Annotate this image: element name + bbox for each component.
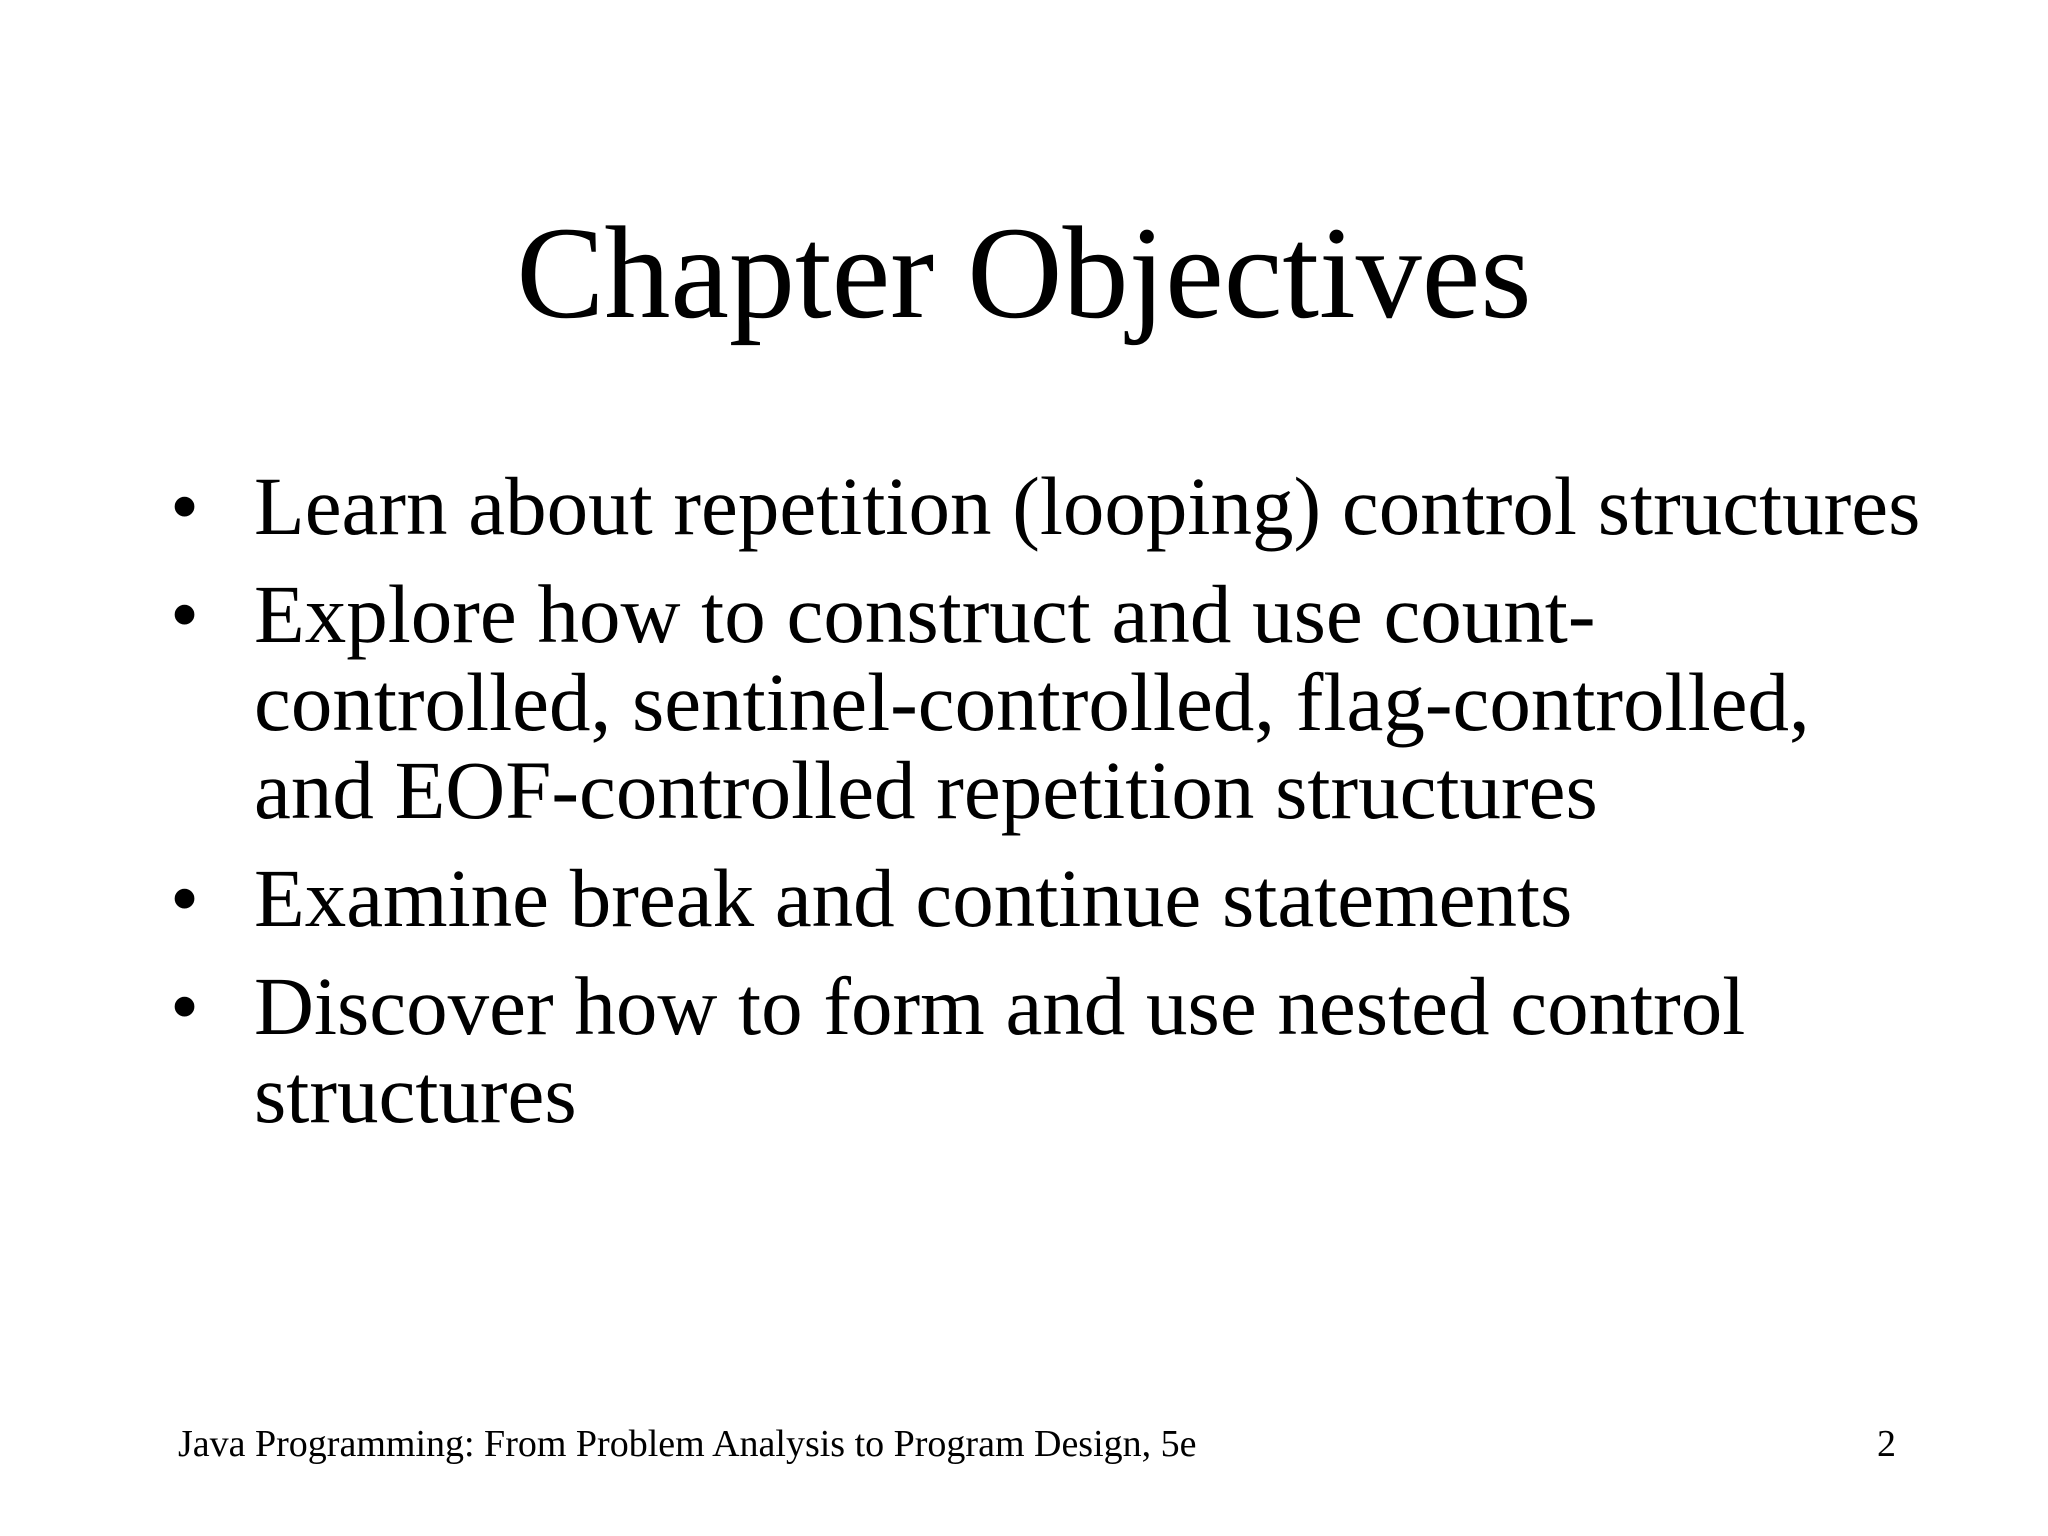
bullet-dot-icon: • bbox=[170, 852, 200, 944]
bullet-dot-icon: • bbox=[170, 568, 200, 660]
footer-page-number: 2 bbox=[1877, 1423, 1896, 1465]
bullet-line: structures bbox=[254, 1048, 577, 1140]
bullet-dot-icon: • bbox=[170, 460, 200, 552]
bullet-line: and EOF-controlled repetition structures bbox=[254, 744, 1598, 836]
bullet-item-nested bbox=[170, 962, 1910, 1138]
bullet-line: controlled, sentinel-controlled, flag-controlled, bbox=[254, 656, 1810, 748]
bullet-item-loop-types bbox=[170, 570, 1910, 834]
bullet-item-repetition bbox=[170, 460, 1921, 552]
slide-title: Chapter Objectives bbox=[516, 199, 1532, 346]
objectives-list bbox=[170, 460, 1921, 1158]
footer-book-title: Java Programming: From Problem Analysis to Program Design, 5e bbox=[178, 1423, 1197, 1465]
bullet-item-break-continue bbox=[170, 854, 1910, 942]
bullet-line: Explore how to construct and use count- bbox=[254, 568, 1596, 660]
bullet-line: Discover how to form and use nested control bbox=[254, 960, 1746, 1052]
bullet-dot-icon: • bbox=[170, 960, 200, 1052]
bullet-line: Learn about repetition (looping) control structures bbox=[254, 460, 1921, 552]
bullet-line: Examine break and continue statements bbox=[254, 852, 1573, 944]
